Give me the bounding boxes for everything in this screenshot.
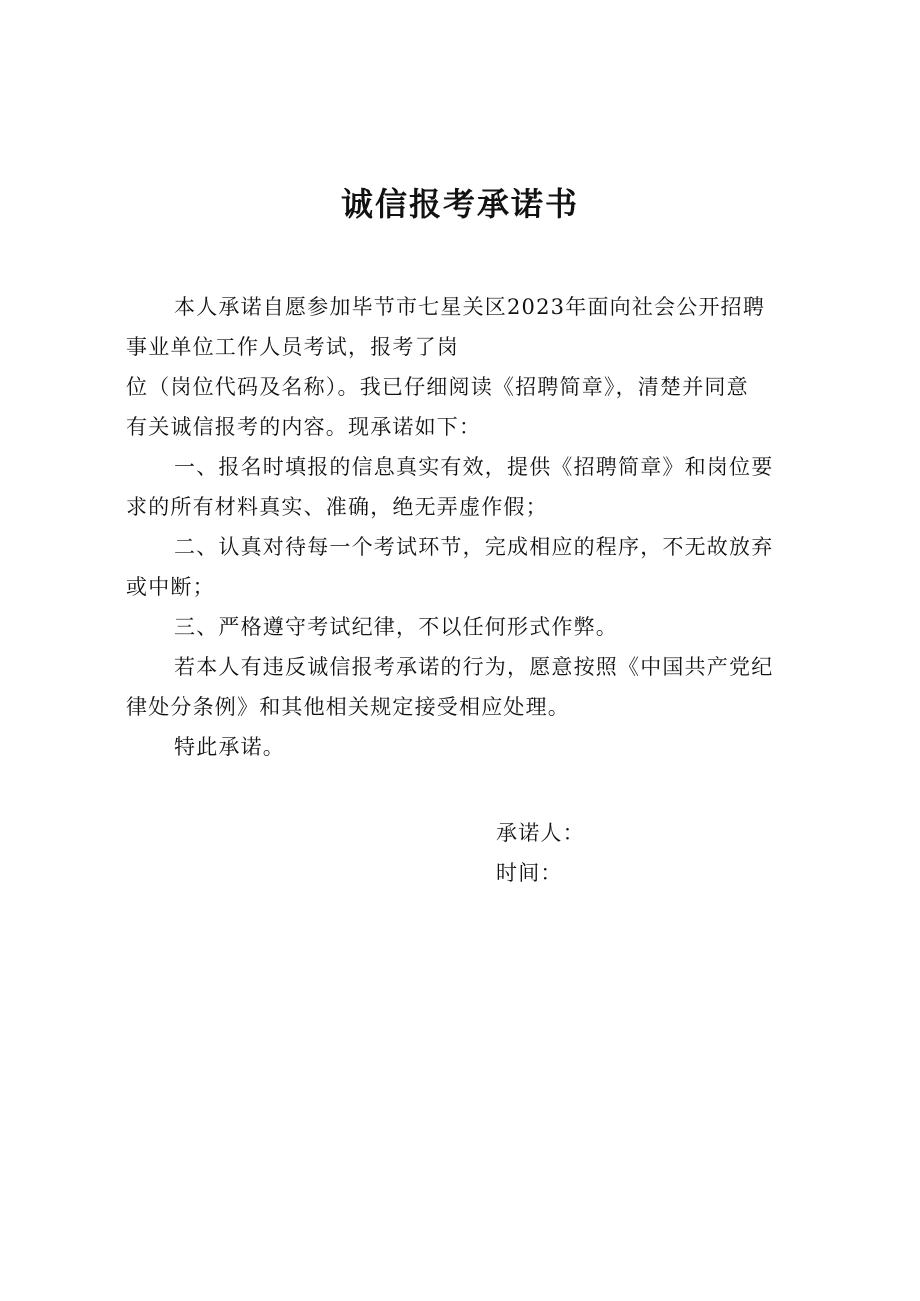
paragraph-line: 若本人有违反诚信报考承诺的行为，愿意按照《中国共产党纪 [174,655,774,679]
paragraph-line: 特此承诺。 [174,735,285,759]
paragraph-line: 律处分条例》和其他相关规定接受相应处理。 [126,695,570,719]
paragraph-line: 本人承诺自愿参加毕节市七星关区2023年面向社会公开招聘 [174,295,766,319]
paragraph-line: 事业单位工作人员考试，报考了岗 [126,335,459,359]
paragraph-line: 位（岗位代码及名称）。我已仔细阅读《招聘简章》，清楚并同意 [126,375,749,399]
signature-block [496,813,585,893]
document-body [126,287,808,767]
promisor-label: 承诺人： [496,821,585,845]
paragraph-line: 二、认真对待每一个考试环节，完成相应的程序，不无故放弃 [174,535,774,559]
document-title: 诚信报考承诺书 [340,185,579,223]
paragraph-line: 求的所有材料真实、准确，绝无弄虚作假； [126,495,548,519]
paragraph-line: 三、严格遵守考试纪律，不以任何形式作弊。 [174,615,618,639]
paragraph-line: 或中断； [126,575,215,599]
paragraph-line: 一、报名时填报的信息真实有效，提供《招聘简章》和岗位要 [174,455,774,479]
paragraph-line: 有关诚信报考的内容。现承诺如下： [126,415,482,439]
date-label: 时间： [496,861,563,885]
